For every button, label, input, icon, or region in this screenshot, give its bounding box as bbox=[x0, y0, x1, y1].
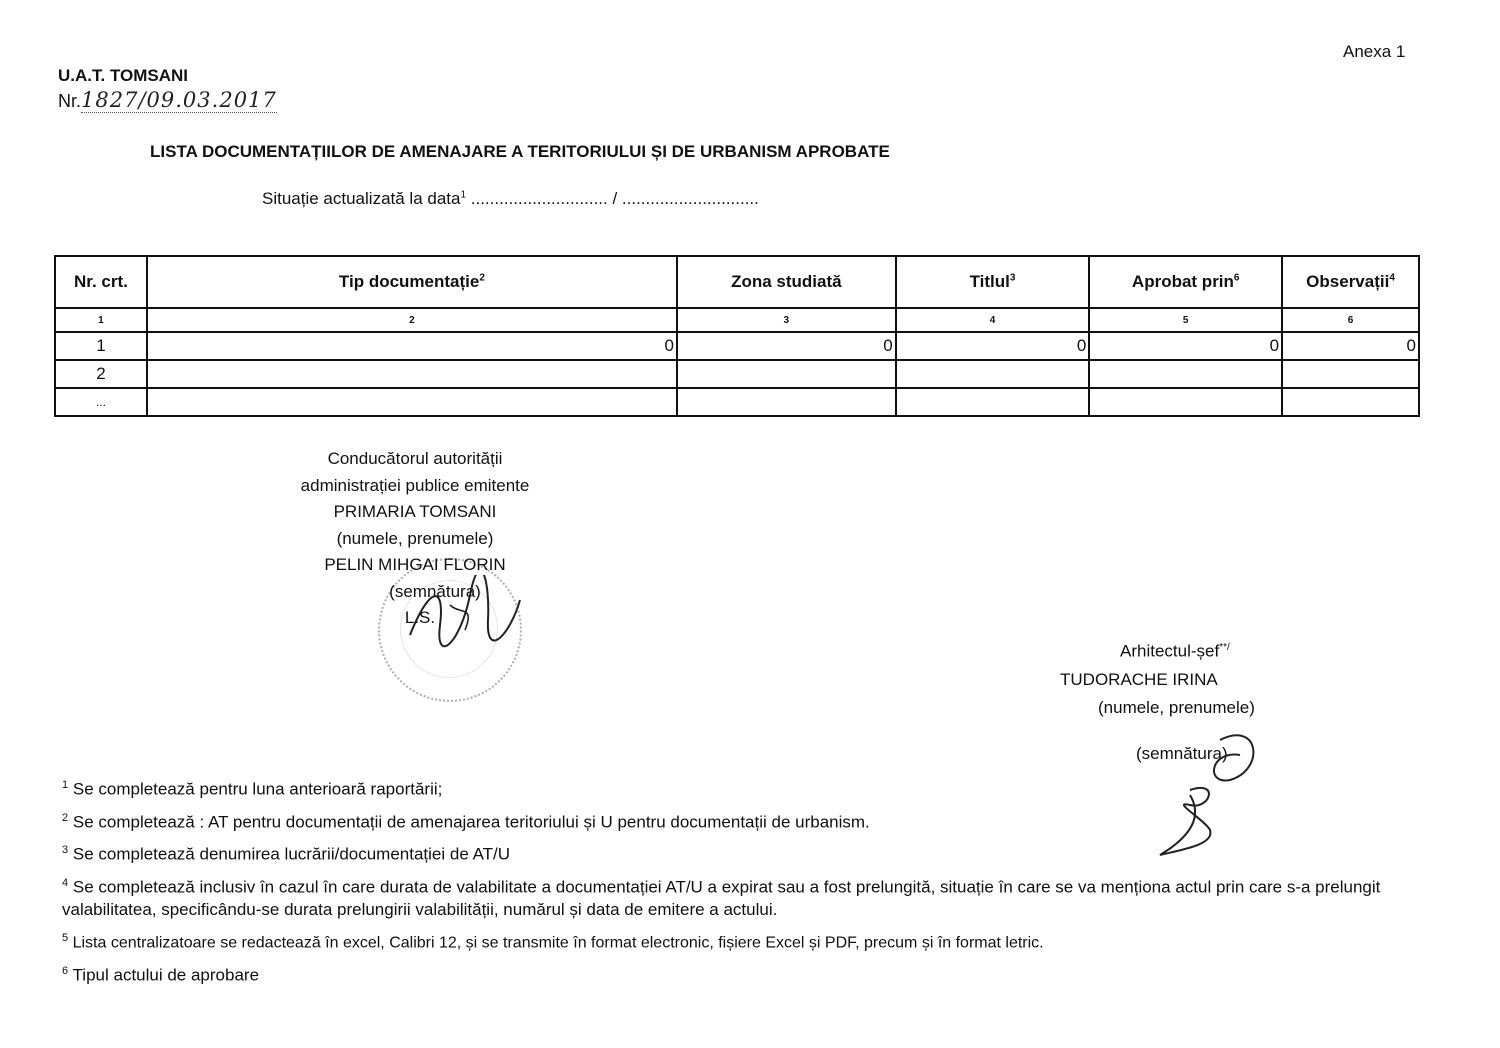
table-cell bbox=[677, 388, 896, 416]
footnote: $^3$ Se completează denumirea lucrării/documentației de AT/U bbox=[62, 844, 511, 864]
index-cell: 1 bbox=[55, 308, 147, 332]
table-cell bbox=[1089, 388, 1282, 416]
footnote: $^6$ Tipul actului de aprobare bbox=[62, 964, 260, 985]
sig-right-line: (semnătura) bbox=[1136, 743, 1228, 763]
index-cell: 4 bbox=[896, 308, 1090, 332]
table-row bbox=[55, 360, 1419, 388]
documentation-table bbox=[54, 255, 1420, 417]
sig-right-line: (numele, prenumele) bbox=[1098, 697, 1255, 717]
table-cell: 0 bbox=[1089, 332, 1282, 360]
header-aprobat-prin: Aprobat prin$^6$ bbox=[1089, 256, 1282, 308]
situation-sup: 1 bbox=[460, 189, 467, 201]
situation-label: Situație actualizată la data bbox=[262, 189, 461, 208]
footnotes bbox=[62, 774, 1422, 993]
signature-left-icon bbox=[400, 575, 530, 655]
table-cell: 2 bbox=[55, 360, 147, 388]
sig-right-line: TUDORACHE IRINA bbox=[1060, 669, 1218, 689]
annex-label: Anexa 1 bbox=[1343, 42, 1406, 61]
table-header-row bbox=[55, 256, 1419, 308]
index-cell: 5 bbox=[1089, 308, 1282, 332]
institution-name: U.A.T. TOMSANI bbox=[58, 66, 189, 85]
footnote: $^2$ Se completează : AT pentru documentații de amenajarea teritoriului și U pentru documentații de urbanism. bbox=[62, 811, 870, 832]
situation-line bbox=[262, 189, 759, 209]
header-zona-studiata: Zona studiată bbox=[677, 256, 896, 308]
table-cell: 0 bbox=[677, 332, 896, 360]
table-row bbox=[55, 332, 1419, 360]
table-cell bbox=[1282, 388, 1419, 416]
registration-number bbox=[58, 88, 277, 112]
table-cell: 0 bbox=[147, 332, 677, 360]
table-index-row bbox=[55, 308, 1419, 332]
sig-left-line: PELIN MIHGAI FLORIN bbox=[324, 555, 506, 574]
sig-left-line: (numele, prenumele) bbox=[336, 528, 494, 548]
sig-left-line: PRIMARIA TOMSANI bbox=[333, 502, 497, 521]
registration-handwritten: 1827/09.03.2017 bbox=[81, 88, 277, 112]
sig-left-line: (semnătura) bbox=[389, 581, 481, 601]
header-observatii: Observații$^4$ bbox=[1282, 256, 1419, 308]
table-cell bbox=[1089, 360, 1282, 388]
index-cell: 6 bbox=[1282, 308, 1419, 332]
table-cell bbox=[677, 360, 896, 388]
footnote: $^4$ Se completează inclusiv în cazul în care durata de valabilitate a documentației AT/U a expirat sau a fost prelungită, situație în care se va menționa actul prin care s-a prelungit valabilitatea, specificându-se durata prelungirii valabilității, numărul și data de emitere a actului. bbox=[62, 876, 1381, 919]
table-cell: ... bbox=[55, 388, 147, 416]
index-cell: 3 bbox=[677, 308, 896, 332]
table-cell: 0 bbox=[1282, 332, 1419, 360]
index-cell: 2 bbox=[147, 308, 677, 332]
table-row bbox=[55, 388, 1419, 416]
table-cell bbox=[896, 360, 1090, 388]
table-cell: 0 bbox=[896, 332, 1090, 360]
sig-left-line: L.S. bbox=[404, 608, 436, 627]
sig-left-line: Conducătorul autorității bbox=[327, 449, 503, 468]
footnote: $^1$ Se completează pentru luna anterioară raportării; bbox=[62, 779, 443, 799]
table-cell bbox=[1282, 360, 1419, 388]
table-cell bbox=[147, 360, 677, 388]
situation-blank: ............................. / ............................. bbox=[470, 189, 759, 208]
header-titlul: Titlul$^3$ bbox=[896, 256, 1090, 308]
document-title: LISTA DOCUMENTAȚIILOR DE AMENAJARE A TERITORIULUI ȘI DE URBANISM APROBATE bbox=[150, 142, 890, 161]
header-nr-crt: Nr. crt. bbox=[55, 256, 147, 308]
table-cell bbox=[896, 388, 1090, 416]
sig-left-line: administrației publice emitente bbox=[300, 475, 530, 495]
table-cell: 1 bbox=[55, 332, 147, 360]
registration-prefix: Nr. bbox=[58, 91, 82, 111]
footnote: $^5$ Lista centralizatoare se redactează în excel, Calibri 12, și se transmite în format electronic, fișiere Excel și PDF, precum și în format letric. bbox=[62, 931, 1044, 951]
table-cell bbox=[147, 388, 677, 416]
header-tip-documentatie: Tip documentație$^2$ bbox=[147, 256, 677, 308]
sig-right-line: Arhitectul-șef**/ bbox=[1120, 641, 1230, 661]
